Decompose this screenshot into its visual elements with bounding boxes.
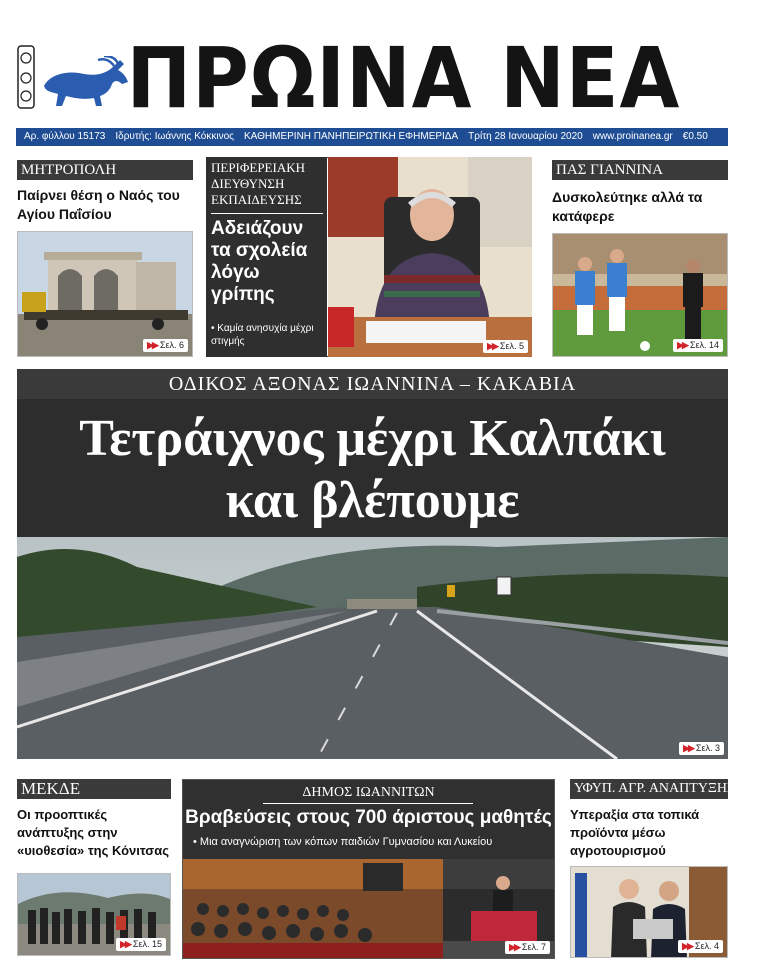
section-label-pas-giannina: ΠΑΣ ΓΙΑΝΝΙΝΑ: [552, 160, 728, 180]
divider: [211, 213, 323, 214]
highway-photo-image: [17, 537, 728, 759]
photo-konitsa-group[interactable]: [17, 873, 171, 956]
page-ref-6[interactable]: ▶▶ Σελ. 6: [143, 339, 188, 352]
website[interactable]: www.proinanea.gr: [592, 131, 673, 142]
main-story-kicker: ΟΔΙΚΟΣ ΑΞΟΝΑΣ ΙΩΑΝΝΙΝΑ – ΚΑΚΑΒΙΑ: [17, 369, 728, 399]
section-label-municipality: ΔΗΜΟΣ ΙΩΑΝΝΙΤΩΝ: [302, 785, 435, 800]
press-union-seal-icon: [16, 44, 36, 110]
photo-temple-transport[interactable]: [17, 231, 193, 357]
headline-temple[interactable]: Παίρνει θέση ο Ναός του Αγίου Παΐσίου: [17, 187, 180, 222]
photo-director-office[interactable]: [328, 157, 532, 357]
issue-info-bar: [16, 128, 728, 146]
section-label-metropolis: ΜΗΤΡΟΠΟΛΗ: [17, 160, 193, 180]
section-label-agriculture: ΥΦΥΠ. ΑΓΡ. ΑΝΑΠΤΥΞΗΣ: [570, 779, 728, 799]
newspaper-title: ΠΡΩΙΝΑ ΝΕΑ: [126, 29, 681, 127]
subhead-recognition: • Μια αναγνώριση των κόπων παιδιών Γυμνασίου και Λυκείου: [193, 836, 493, 848]
main-headline-line1: Τετράιχνος μέχρι Καλπάκι: [79, 410, 666, 467]
page-ref-3[interactable]: ▶▶ Σελ. 3: [679, 742, 724, 755]
page-ref-14[interactable]: ▶▶ Σελ. 14: [673, 339, 723, 352]
section-label-education: ΠΕΡΙΦΕΡΕΙΑΚΗ ΔΙΕΥΘΥΝΣΗ ΕΚΠΑΙΔΕΥΣΗΣ: [211, 160, 305, 207]
subhead-no-concern: • Καμία ανησυχία μέχρι στιγμής: [211, 323, 314, 347]
headline-agrotourism[interactable]: Υπεραξία στα τοπικά προϊόντα μέσω αγροτουρισμού: [570, 807, 700, 858]
photo-deputy-minister[interactable]: [570, 866, 728, 958]
main-headline-line2: και βλέπουμε: [225, 472, 520, 529]
page-ref-15[interactable]: ▶▶ Σελ. 15: [116, 938, 166, 951]
headline-pas-win[interactable]: Δυσκολεύτηκε αλλά τα κατάφερε: [552, 189, 703, 224]
masthead: [16, 29, 728, 127]
headline-schools-flu[interactable]: Αδειάζουν τα σχολεία λόγω γρίπης: [211, 218, 308, 305]
director-photo-image: [328, 157, 532, 357]
photo-football-match[interactable]: [552, 233, 728, 357]
page-ref-5[interactable]: ▶▶ Σελ. 5: [483, 340, 528, 353]
headline-awards[interactable]: Βραβεύσεις στους 700 άριστους μαθητές: [185, 807, 552, 828]
founder: Ιδρυτής: Ιωάννης Κόκκινος: [115, 131, 234, 142]
photo-awards-speaker[interactable]: [443, 859, 554, 958]
audience-photo-image: [183, 859, 443, 958]
issue-number: Αρ. φύλλου 15173: [24, 131, 106, 142]
section-label-mekde: ΜΕΚΔΕ: [17, 779, 171, 799]
issue-date: Τρίτη 28 Ιανουαρίου 2020: [468, 131, 583, 142]
goat-logo-icon: [40, 56, 132, 108]
tagline: ΚΑΘΗΜΕΡΙΝΗ ΠΑΝΗΠΕΙΡΩΤΙΚΗ ΕΦΗΜΕΡΙΔΑ: [243, 131, 459, 142]
page-ref-7[interactable]: ▶▶ Σελ. 7: [505, 941, 550, 954]
photo-awards-audience[interactable]: [183, 859, 443, 958]
page-ref-4[interactable]: ▶▶ Σελ. 4: [678, 940, 723, 953]
divider: [263, 803, 473, 804]
main-headline[interactable]: [17, 408, 728, 532]
photo-highway[interactable]: [17, 537, 728, 759]
price: €0.50: [682, 131, 708, 142]
headline-konitsa[interactable]: Οι προοπτικές ανάπτυξης στην «υιοθεσία» της Κόνιτσας: [17, 807, 169, 858]
